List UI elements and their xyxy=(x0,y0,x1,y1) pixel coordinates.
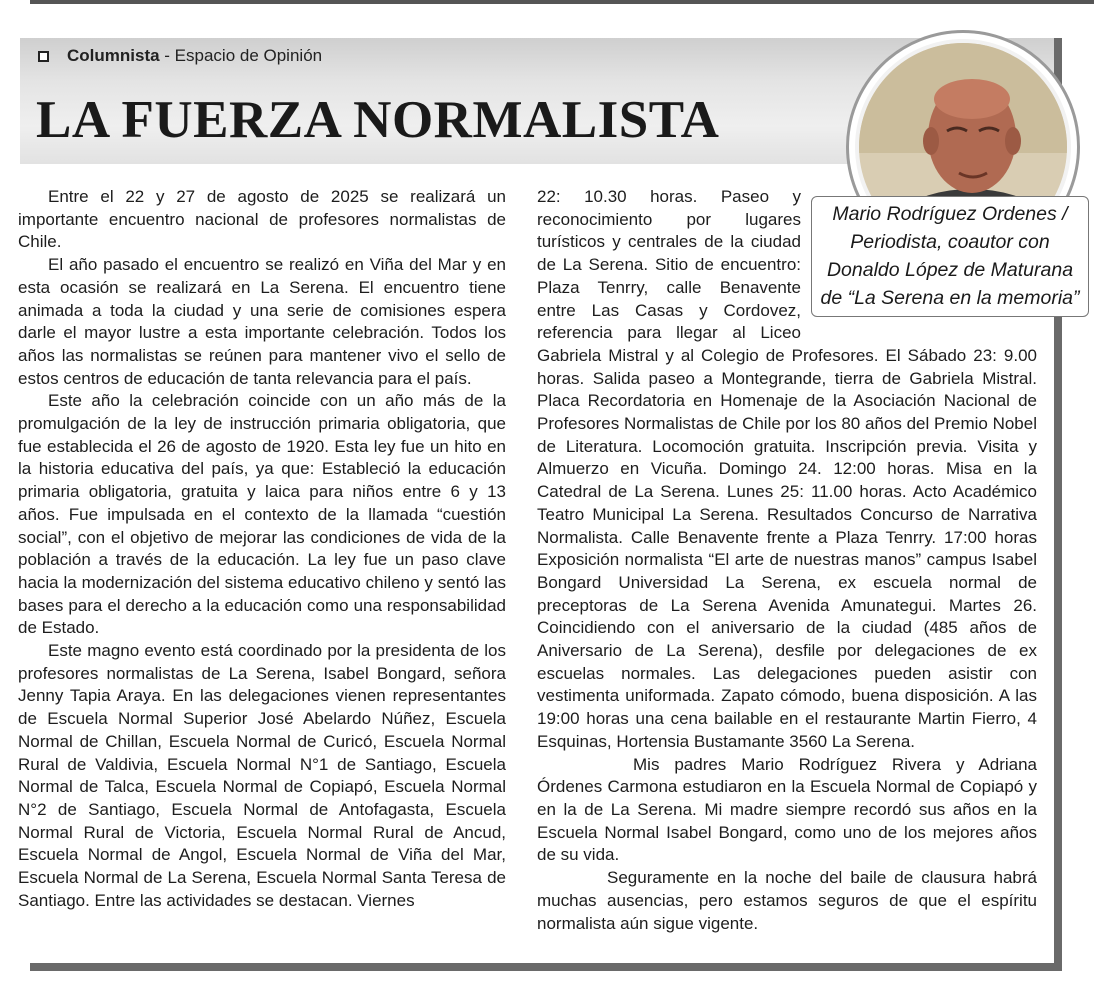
top-rule xyxy=(30,0,1094,4)
caption-line: Donaldo López de Maturana xyxy=(826,259,1074,281)
caption-spacer xyxy=(801,186,1037,339)
section-label: Columnista xyxy=(67,46,160,65)
caption-line: Periodista, coautor con xyxy=(850,231,1050,253)
caption-line: de “La Serena en la memoria” xyxy=(820,287,1080,309)
square-bullet-icon xyxy=(38,51,49,62)
article-column-right xyxy=(537,186,1037,935)
section-separator: - xyxy=(159,46,175,65)
article-paragraph: Seguramente en la noche del baile de clausura habrá muchas ausencias, pero estamos seguros de que el espíritu normalista aún sigue vigente. xyxy=(537,868,1037,933)
article-paragraph: Este año la celebración coincide con un año más de la promulgación de la ley de instrucción primaria obligatoria, que fue establecida el 26 de agosto de 1920. Esta ley fue un hito en la historia educativa del país, ya que: Estableció la educación primaria obligatoria, gratuita y laica para niños entre 6 y 13 años. Fue impulsada en el contexto de la llamada “cuestión social”, con el objetivo de mejorar las condiciones de vida de la población a través de la educación. La ley fue un paso clave hacia la modernización del sistema educativo chileno y sentó las bases para el derecho a la educación como una responsabilidad de Estado. xyxy=(18,391,506,638)
caption-line: Mario Rodríguez Ordenes / xyxy=(832,203,1068,225)
article-paragraph: El año pasado el encuentro se realizó en Viña del Mar y en esta ocasión se realizará en La Serena. El encuentro tiene animada a toda la ciudad y una serie de comisiones espera darle el mayor lustre a esta importante celebración. Todos los años las normalistas se reúnen para mantener vivo el sello de estos centros de educación de tanta relevancia para el país. xyxy=(18,255,506,388)
frame-shadow-bottom xyxy=(30,963,1062,971)
article-paragraph: Este magno evento está coordinado por la presidenta de los profesores normalistas de La Serena, Isabel Bongard, señora Jenny Tapia Araya. En las delegaciones vienen representantes de Escuela Normal Superior José Abelardo Núñez, Escuela Normal de Chillan, Escuela Normal de Curicó, Escuela Normal Rural de Valdivia, Escuela Normal N°1 de Santiago, Escuela Normal de Talca, Escuela Normal de Copiapó, Escuela Normal N°2 de Santiago, Escuela Normal de Antofagasta, Escuela Normal Rural de Victoria, Escuela Normal Rural de Ancud, Escuela Normal de Angol, Escuela Normal de Viña del Mar, Escuela Normal de La Serena, Escuela Normal Santa Teresa de Santiago. Entre las actividades se destacan. Viernes xyxy=(18,641,506,910)
section-kicker xyxy=(38,46,322,66)
article-paragraph: Entre el 22 y 27 de agosto de 2025 se realizará un importante encuentro nacional de profesores normalistas de Chile. xyxy=(18,187,506,252)
subsection-label: Espacio de Opinión xyxy=(174,46,323,65)
article-paragraph: 22: 10.30 horas. Paseo y reconocimiento por lugares turísticos y centrales de la ciudad de La Serena. Sitio de encuentro: Plaza Tenrry, calle Benavente entre Las Casas y Cordovez, referencia para llegar al Liceo Gabriela Mistral y al Colegio de Profesores. El Sábado 23: 9.00 horas. Salida paseo a Montegrande, tierra de Gabriela Mistral. Placa Recordatoria en Homenaje de la Asociación Nacional de Profesores Normalistas de Chile por los 80 años del Premio Nobel de Literatura. Locomoción gratuita. Inscripción previa. Visita y Almuerzo en Vicuña. Domingo 24. 12:00 horas. Misa en la Catedral de La Serena. Lunes 25: 11.00 horas. Acto Académico Teatro Municipal La Serena. Resultados Concurso de Narrativa Normalista. Calle Benavente frente a Plaza Tenrry. 17:00 horas Exposición normalista “El arte de nuestras manos” campus Isabel Bongard Universidad La Serena, ex escuela normal de preceptoras de La Serena Avenida Amunategui. Martes 26. Coincidiendo con el aniversario de la ciudad (485 años de Aniversario de La Serena), desfile por delegaciones de ex escuelas normales. Las delegaciones pueden asistir con vestimenta uniformada. Zapato cómodo, buena disposición. A las 19:00 horas una cena bailable en el restaurante Martin Fierro, 4 Esquinas, Hortensia Bustamante 3560 La Serena. xyxy=(537,187,1037,751)
article-column-left xyxy=(18,186,506,913)
headline: LA FUERZA NORMALISTA xyxy=(36,91,720,149)
article-paragraph: Mis padres Mario Rodríguez Rivera y Adriana Órdenes Carmona estudiaron en la Escuela Normal de Copiapó y en la de La Serena. Mi madre siempre recordó sus años en la Escuela Normal Isabel Bongard, como uno de los mejores años de su vida. xyxy=(537,754,1037,865)
